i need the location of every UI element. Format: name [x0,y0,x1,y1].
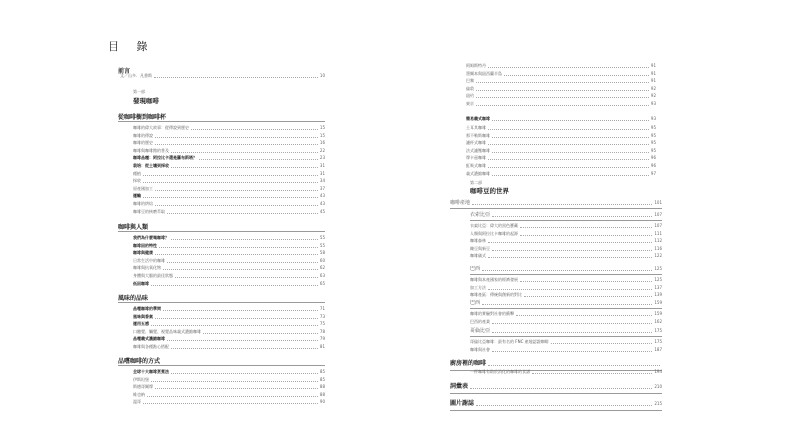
leader-dots [488,365,660,366]
toc-entry-page: 58 [319,250,325,256]
leader-dots [488,242,652,243]
toc-entry-page: 22 [319,147,325,153]
toc-entry-row[interactable] [133,280,325,288]
leader-dots [476,97,649,98]
leader-dots [167,213,318,214]
toc-entry-page: 65 [319,280,325,286]
region-title: 衣索比亞 [470,212,491,218]
toc-entry-page: 92 [650,93,656,99]
toc-entry-label: 咖啡因的特性 [133,242,157,248]
toc-entry-page: 81 [319,344,325,349]
region-rule [470,220,662,221]
leader-dots [163,310,318,311]
part1-title: 發現咖啡 [133,97,159,105]
region-title: 巴西 [470,300,481,306]
leader-dots [488,257,652,258]
toc-entry-page: 88 [319,391,325,397]
toc-entry-label: 品嚐咖啡的學問 [133,306,161,311]
preface-row[interactable] [120,72,325,80]
leader-dots [488,144,649,145]
toc-entry-page: 88 [319,384,325,390]
toc-entry-page: 111 [654,230,662,236]
toc-entry-page: 91 [650,63,656,68]
region-page: 125 [654,266,662,271]
leader-dots [488,159,649,160]
toc-title: 目 錄 [108,40,155,53]
toc-entry-page: 95 [650,147,656,153]
toc-entry-page: 15 [319,132,325,138]
toc-entry-page: 112 [654,238,662,244]
leader-dots [155,388,318,389]
leader-dots [516,315,652,316]
toc-entry-label: 運輸 [133,193,141,199]
toc-entry-page: 15 [319,125,325,130]
toc-entry-label: 巴黎 [466,78,474,84]
toc-entry-label: 咖啡與各種點心搭配 [133,344,169,349]
origin-title: 咖啡產地 [450,200,471,206]
leader-dots [492,120,649,121]
leader-dots [155,144,318,145]
toc-entry-label: 濾杯式咖啡 [466,140,486,146]
section-title: 風味的品味 [118,295,149,302]
section-title: 品嚐咖啡的方式 [118,358,161,365]
toc-entry-page: 23 [319,155,325,161]
toc-entry-row[interactable] [470,291,662,299]
toc-entry-label: 種植 [133,170,141,176]
bottom-section-title: 圖片謝誌 [450,400,475,407]
toc-entry-label: 咖啡的偉大故事：從傳說到歷史 [133,125,189,130]
leader-dots [504,75,649,76]
section-rule [118,231,325,232]
part1-label: 第一部 [133,89,145,94]
leader-dots [476,105,649,106]
toc-entry-page: 78 [319,328,325,334]
leader-dots [154,77,318,78]
preface-author: 文／山多．凡書斯 [120,73,152,78]
part2-label: 第二部 [470,180,482,185]
leader-dots [488,167,649,168]
toc-entry-label: 法式濾壓咖啡 [466,147,490,153]
toc-entry-label: 衣索比亞：偉大的黑色寶藏 [470,223,518,228]
toc-entry-label: 摩卡壺咖啡 [466,155,486,161]
toc-entry-row[interactable] [470,318,662,326]
leader-dots [163,269,318,270]
toc-entry-label: 哥倫比亞咖啡：最有名的 FNC 產地認證咖啡 [470,339,549,344]
bottom-section-row[interactable] [450,400,662,408]
toc-entry-label: 全球十大咖啡烹煮法 [133,369,169,374]
origin-rule [450,208,662,209]
leader-dots [175,277,318,278]
toc-entry-page: 73 [319,313,325,319]
leader-dots [143,197,318,198]
toc-entry-page: 92 [650,85,656,91]
toc-entry-label: 人類與阿拉比卡咖啡的起源 [470,230,518,236]
leader-dots [524,296,652,297]
region-row[interactable] [470,327,662,335]
toc-entry-page: 125 [654,277,662,282]
leader-dots [520,227,652,228]
toc-entry-page: 31 [319,170,325,176]
toc-entry-page: 75 [319,321,325,327]
bottom-section-page: 210 [654,384,662,389]
toc-entry-label: 土耳其咖啡 [466,125,486,130]
toc-entry-label: 低因咖啡 [133,280,149,286]
leader-dots [167,262,318,263]
leader-dots [199,159,318,160]
bottom-section-rule [450,393,662,394]
leader-dots [191,129,318,130]
leader-dots [171,239,318,240]
leader-dots [520,281,652,282]
leader-dots [155,254,318,255]
leader-dots [203,333,318,334]
toc-entry-label: 倫敦 [466,85,474,91]
preface-page: 10 [319,73,325,78]
toc-entry-label: 伊斯坦堡 [133,376,149,382]
region-rule [470,274,662,275]
leader-dots [492,152,649,153]
region-title: 哥倫比亞 [470,328,491,334]
leader-dots [143,175,318,176]
brew-section-title: 簡易義式咖啡 [466,116,490,121]
toc-entry-page: 139 [654,292,662,298]
toc-entry-label: 義式濃縮咖啡 [466,170,490,176]
leader-dots [472,204,652,205]
toc-entry-row[interactable] [133,398,325,406]
bottom-section-row[interactable] [450,383,662,391]
leader-dots [476,90,649,91]
toc-entry-row[interactable] [133,208,325,216]
toc-entry-page: 90 [319,399,325,405]
region-title: 巴西 [470,266,481,272]
leader-dots [155,137,318,138]
toc-entry-label: 口聽覺、觸覺、視覺品味義式濃縮咖啡 [133,328,201,334]
toc-entry-label: 那不勒斯咖啡 [466,132,490,138]
toc-entry-page: 60 [319,257,325,263]
leader-dots [171,373,318,374]
brew-section-page: 93 [650,116,656,121]
toc-entry-page: 34 [319,178,325,184]
toc-entry-label: 陳豆與新豆 [470,245,490,251]
toc-entry-label: 咖啡豆的核磨萃取 [133,208,165,214]
leader-dots [470,388,652,389]
leader-dots [159,247,318,248]
bottom-section-title: 詞彙表 [450,383,469,390]
toc-entry-page: 93 [650,101,656,106]
toc-entry-label: 咖啡與社會 [470,346,490,352]
toc-entry-page: 95 [650,140,656,146]
origin-row[interactable] [450,199,662,207]
section-rule [118,302,325,303]
toc-entry-label: 虹吸式咖啡 [466,163,486,168]
leader-dots [155,318,318,319]
region-row[interactable] [470,299,662,307]
leader-dots [171,152,318,153]
leader-dots [488,289,652,290]
toc-entry-page: 95 [650,132,656,138]
toc-entry-page: 62 [319,265,325,271]
toc-entry-row[interactable] [466,100,656,108]
toc-entry-page: 91 [650,70,656,76]
toc-entry-label: 咖啡的烘焙 [133,201,153,206]
toc-entry-page: 71 [319,306,325,311]
toc-entry-page: 37 [319,185,325,191]
leader-dots [520,235,652,236]
toc-entry-row[interactable] [466,170,656,178]
toc-entry-page: 162 [654,318,662,324]
toc-entry-label: 維也納 [133,391,145,397]
leader-dots [155,190,318,191]
toc-entry-page: 116 [654,245,662,251]
toc-entry-label: 運用五感 [133,321,149,327]
leader-dots [171,167,318,168]
brew-section-row[interactable] [466,115,656,123]
region-rule [470,336,662,337]
toc-entry-page: 95 [650,125,656,130]
toc-entry-label: 品嚐義式濃縮咖啡 [133,336,165,342]
leader-dots [155,205,318,206]
toc-entry-page: 96 [650,163,656,168]
bottom-sub-page: 194 [654,369,662,374]
bottom-section-row[interactable] [450,360,662,368]
bottom-sub-row[interactable] [470,368,662,376]
region-page: 175 [654,328,662,333]
toc-entry-label: 身體與大腦的最佳狀態 [133,273,173,278]
toc-entry-label: 咖啡的傳說 [133,132,153,138]
toc-entry-label: 紐約 [466,93,474,99]
toc-entry-page: 97 [650,170,656,176]
region-row[interactable] [470,211,662,219]
toc-entry-page: 43 [319,201,325,206]
toc-entry-label: 栽培：從土壤到採收 [133,163,169,168]
toc-entry-page: 91 [650,78,656,84]
toc-entry-label: 咖啡的歷史 [133,140,153,146]
toc-entry-label: 咖啡產區：傳統與創新的對比 [470,292,522,298]
toc-entry-label: 溫哥 [133,399,141,405]
leader-dots [167,340,318,341]
region-page: 107 [654,212,662,217]
leader-dots [551,343,653,344]
toc-entry-page: 16 [319,140,325,146]
toc-entry-page: 122 [654,253,662,259]
bottom-section-rule [450,410,662,411]
region-row[interactable] [470,265,662,273]
toc-entry-page: 96 [650,155,656,161]
leader-dots [171,348,318,349]
leader-dots [151,325,318,326]
preface-title: 前言 [118,68,131,75]
leader-dots [492,175,649,176]
toc-entry-page: 85 [319,376,325,382]
leader-dots [143,182,318,183]
toc-entry-label: 咖啡與咖啡館的普及 [133,147,169,153]
toc-entry-label: 採收 [133,178,141,184]
toc-entry-page: 85 [319,369,325,374]
toc-entry-label: 原產國加工 [133,185,153,191]
toc-entry-page: 63 [319,273,325,278]
toc-entry-label: 阿姆斯特丹 [466,63,486,68]
section-title: 咖啡與人類 [118,224,149,231]
leader-dots [482,270,652,271]
leader-dots [492,332,652,333]
leader-dots [492,216,652,217]
origin-page: 101 [654,200,662,205]
toc-entry-label: 墨爾本與紐西蘭半島 [466,70,502,76]
toc-entry-label: 咖啡品種：阿拉比卡還是羅布斯塔？ [133,155,197,161]
region-rule [470,308,662,309]
toc-entry-page: 31 [319,163,325,168]
toc-entry-row[interactable] [133,343,325,351]
bottom-sub-label: 一杯咖啡有助於消化的咖啡的食譜 [470,369,530,374]
toc-entry-label: 我們為什麼喝咖啡？ [133,235,169,240]
toc-entry-page: 45 [319,208,325,214]
leader-dots [482,304,652,305]
toc-entry-label: 咖啡與健康 [133,250,153,256]
toc-entry-page: 107 [654,223,662,228]
toc-entry-page: 79 [319,336,325,342]
toc-entry-label: 咖啡與本產國家的經濟發展 [470,277,518,282]
leader-dots [492,137,649,138]
bottom-section-title: 廚房裡的咖啡 [450,360,487,367]
toc-entry-label: 風味與香氣 [133,313,153,319]
leader-dots [147,396,318,397]
toc-entry-page: 187 [654,346,662,352]
leader-dots [488,129,649,130]
toc-entry-page: 137 [654,284,662,290]
toc-entry-label: 巴西的產業 [470,318,490,324]
toc-entry-page: 55 [319,235,325,240]
part2-title: 咖啡豆的世界 [470,187,509,195]
leader-dots [151,285,318,286]
toc-entry-label: 斯德哥爾摩 [133,384,153,390]
leader-dots [143,403,318,404]
toc-entry-label: 咖啡與抗氧化物 [133,265,161,271]
leader-dots [492,351,652,352]
leader-dots [476,405,652,406]
toc-entry-page: 43 [319,193,325,199]
toc-entry-label: 東京 [466,101,474,106]
section-rule [118,121,325,122]
leader-dots [532,373,652,374]
region-page: 159 [654,300,662,305]
toc-entry-row[interactable] [470,252,662,260]
bottom-section-page: 215 [654,401,662,406]
toc-entry-label: 加工方法 [470,284,486,290]
toc-entry-label: 咖啡森林 [470,238,486,244]
toc-entry-label: 咖啡儀式 [470,253,486,259]
leader-dots [492,250,652,251]
toc-entry-row[interactable] [470,346,662,354]
right-page [400,0,800,447]
section-rule [118,365,325,366]
toc-entry-label: 咖啡的實驗對社會的衝擊 [470,311,514,316]
toc-entry-page: 159 [654,311,662,316]
toc-entry-page: 55 [319,242,325,248]
leader-dots [488,67,649,68]
toc-entry-page: 175 [654,339,662,344]
section-title: 從咖啡樹到咖啡杯 [118,114,167,121]
leader-dots [151,381,318,382]
leader-dots [476,82,649,83]
leader-dots [492,323,652,324]
toc-entry-label: 日常生活中的咖啡 [133,257,165,263]
